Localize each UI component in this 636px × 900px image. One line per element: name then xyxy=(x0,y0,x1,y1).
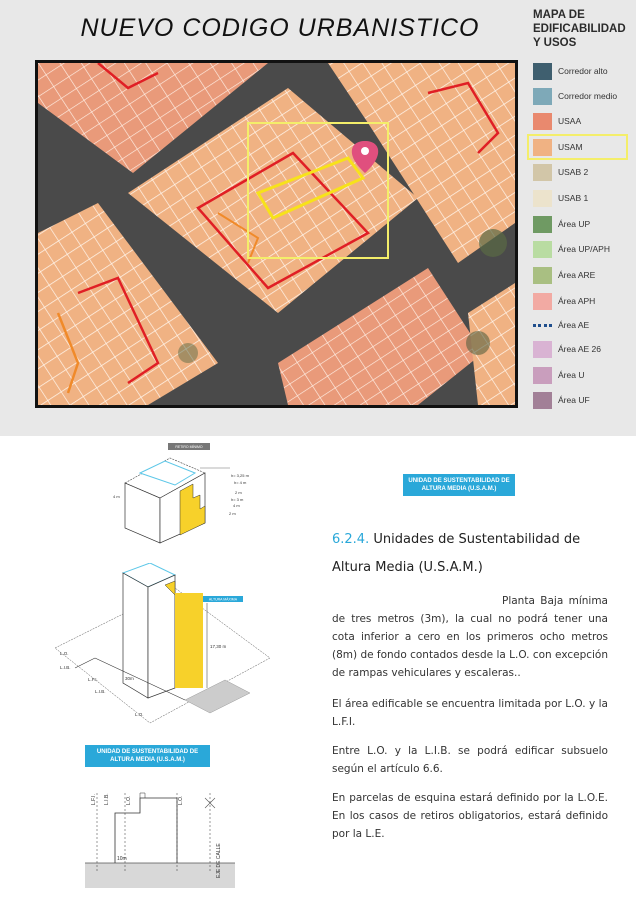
legend-swatch xyxy=(533,392,552,409)
legend-swatch xyxy=(533,139,552,156)
legend-label: Área AE xyxy=(558,320,590,330)
legend-swatch xyxy=(533,267,552,284)
legend-swatch xyxy=(533,190,552,207)
legend-label: Área ARE xyxy=(558,270,596,280)
legend-item[interactable] xyxy=(533,112,633,132)
legend-item[interactable] xyxy=(533,266,633,286)
legend-item[interactable] xyxy=(533,215,633,235)
top-panel xyxy=(0,0,636,436)
badge-top: UNIDAD DE SUSTENTABILIDAD DE ALTURA MEDIA (U.S.A.M.) xyxy=(403,474,515,496)
lo2-label: L.O. xyxy=(135,712,144,717)
paragraph-2: El área edificable se encuentra limitada por L.O. y la L.F.I. xyxy=(332,698,608,728)
section-number: 6.2.4. xyxy=(332,532,370,547)
legend-item[interactable] xyxy=(533,366,633,386)
eje-label: EJE DE CALLE xyxy=(216,843,222,878)
legend-item[interactable] xyxy=(533,391,633,411)
map-graphic xyxy=(38,63,515,405)
legend-label: Área AE 26 xyxy=(558,344,602,354)
legend-item[interactable] xyxy=(533,189,633,209)
dim-4a: h= 4 m xyxy=(234,480,247,485)
dim-325: h= 3,25 m xyxy=(231,473,249,478)
section-diagram xyxy=(85,778,235,888)
sec-lo: L.O. xyxy=(126,795,132,805)
legend-swatch xyxy=(533,63,552,80)
legend-label: Área UF xyxy=(558,395,590,405)
dim-3: h= 3 m xyxy=(231,497,244,502)
altura-max-label: ALTURA MÁXIMA xyxy=(208,597,238,602)
paragraph-1: Planta Baja mínima de tres metros (3m), la cual no podrá tener una cota inferior a cero en los primeros ocho metros (8m) de fondo contados desde la L.O. con excepción de rampas vehiculares y escaleras.. xyxy=(332,595,609,679)
building-volume-diagram xyxy=(55,563,270,738)
legend-label: USAB 1 xyxy=(558,193,589,203)
sec-lib: L.I.B. xyxy=(104,793,110,805)
dist-label: 30m xyxy=(125,676,134,681)
legend-label: Área APH xyxy=(558,296,596,306)
legend-label: USAA xyxy=(558,116,582,126)
legend-item[interactable] xyxy=(533,240,633,260)
legend-swatch xyxy=(533,113,552,130)
zoning-map[interactable] xyxy=(35,60,518,408)
legend-swatch xyxy=(533,293,552,310)
dim-4b: 4 m xyxy=(233,503,240,508)
legend-swatch xyxy=(533,164,552,181)
sec-lfi: L.F.I. xyxy=(91,794,97,805)
legend-item[interactable] xyxy=(533,340,633,360)
legend-title: MAPA DE EDIFICABILIDAD Y USOS xyxy=(533,9,626,49)
legend-swatch xyxy=(533,324,552,330)
legend-label: Corredor medio xyxy=(558,91,618,101)
legend-swatch xyxy=(533,341,552,358)
lfi-label: L.F.I. xyxy=(88,677,98,682)
section-heading: Unidades de Sustentabilidad de Altura Media (U.S.A.M.) xyxy=(332,532,581,575)
paragraph-4: En parcelas de esquina estará definido por la L.O.E. En los casos de retiros obligatorios, estará definido por la L.E. xyxy=(332,792,608,840)
dim-2b: 2 m xyxy=(229,511,236,516)
legend-label: Área UP/APH xyxy=(558,244,610,254)
legend-label: Área UP xyxy=(558,219,591,229)
sec-dist: 10m xyxy=(117,856,127,862)
legend-label: Corredor alto xyxy=(558,66,608,76)
lo-label: L.O. xyxy=(60,651,69,656)
legend-item[interactable] xyxy=(533,62,633,82)
legend-item[interactable] xyxy=(533,87,633,107)
diagram-label: RETIRO MÍNIMO xyxy=(175,445,203,449)
legend-swatch xyxy=(533,88,552,105)
dim-2: 2 m xyxy=(235,490,242,495)
badge-bottom: UNIDAD DE SUSTENTABILIDAD DE ALTURA MEDIA (U.S.A.M.) xyxy=(85,745,210,767)
legend-item[interactable] xyxy=(533,292,633,312)
height-label: 17,30 m xyxy=(210,644,227,649)
lib2-label: L.I.B. xyxy=(95,689,106,694)
lib-label: L.I.B. xyxy=(60,665,71,670)
legend-item[interactable] xyxy=(533,163,633,183)
setback-diagram xyxy=(105,443,285,558)
legend-swatch xyxy=(533,241,552,258)
legend-swatch xyxy=(533,367,552,384)
legend-label: Área U xyxy=(558,370,585,380)
legend-item[interactable] xyxy=(533,138,633,158)
legend-label: USAM xyxy=(558,142,583,152)
legend-swatch xyxy=(533,216,552,233)
section-title xyxy=(332,526,622,582)
dim-left: 4 m xyxy=(113,494,120,499)
legend-label: USAB 2 xyxy=(558,167,589,177)
page-title: NUEVO CODIGO URBANISTICO xyxy=(80,14,480,42)
paragraph-3: Entre L.O. y la L.I.B. se podrá edificar subsuelo según el artículo 6.6. xyxy=(332,745,608,775)
sec-lo2: L.O. xyxy=(178,795,184,805)
legend-item[interactable] xyxy=(533,316,633,336)
